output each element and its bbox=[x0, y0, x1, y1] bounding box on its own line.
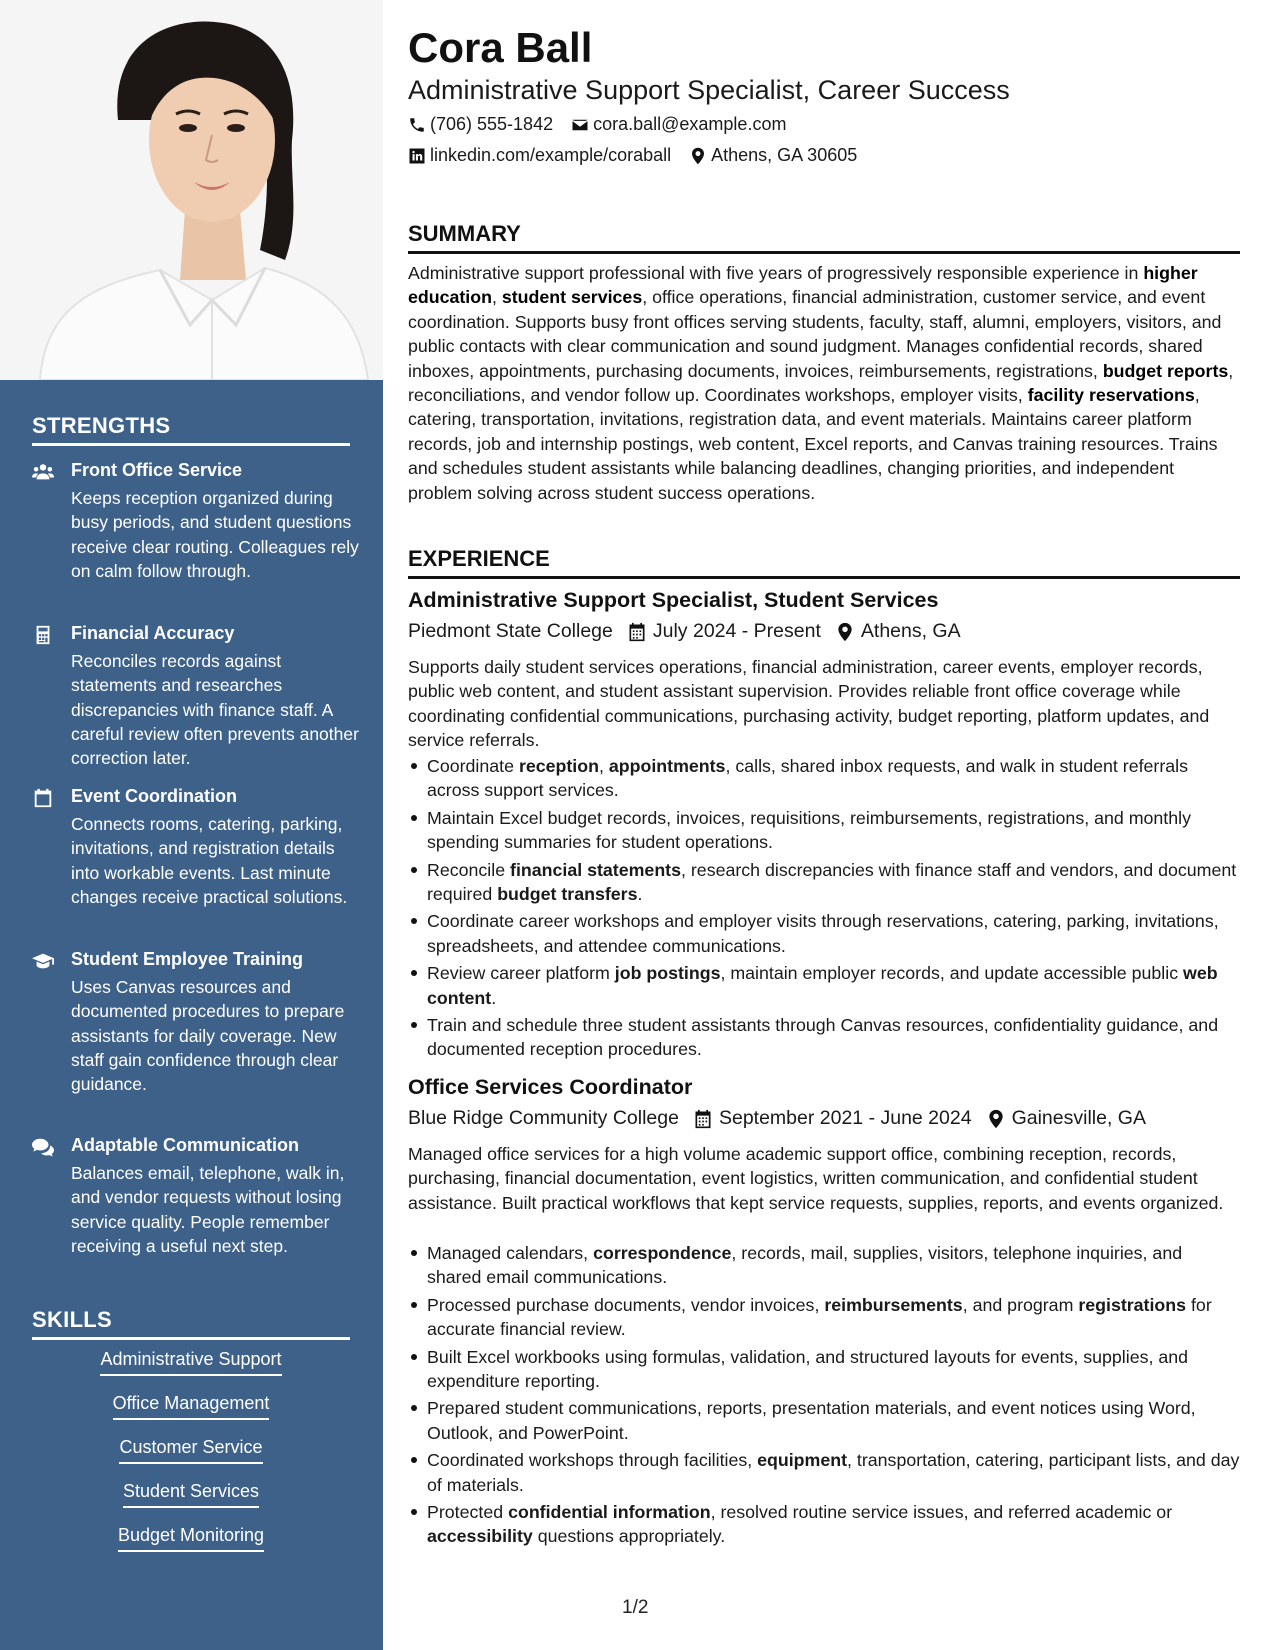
strength-title: Adaptable Communication bbox=[71, 1135, 300, 1155]
map-pin-icon bbox=[689, 147, 707, 165]
emphasis-text: appointments bbox=[608, 756, 726, 776]
emphasis-text: job postings bbox=[614, 963, 721, 984]
email-contact[interactable] bbox=[571, 114, 786, 135]
location-contact bbox=[689, 145, 857, 166]
emphasis-text: reception bbox=[518, 756, 599, 776]
graduation-cap-icon bbox=[32, 951, 56, 971]
map-pin-icon bbox=[986, 1109, 1006, 1129]
bullet-item: Review career platform job postings, maintain employer records, and update accessible public web content. bbox=[408, 961, 1240, 1010]
emphasis-text: reimbursements bbox=[824, 1294, 963, 1315]
job-title: Office Services Coordinator bbox=[408, 1075, 693, 1099]
job-bullets bbox=[408, 754, 1240, 1065]
skill-item: Budget Monitoring bbox=[118, 1524, 264, 1552]
job-location: Athens, GA bbox=[860, 620, 961, 642]
map-pin-icon bbox=[835, 622, 855, 642]
location-text: Athens, GA 30605 bbox=[711, 145, 858, 165]
bullet-item: Managed calendars, correspondence, records, mail, supplies, visitors, telephone inquiries, and shared email communications. bbox=[408, 1241, 1240, 1290]
emphasis-text: student services bbox=[501, 287, 643, 308]
strengths-heading: STRENGTHS bbox=[32, 413, 350, 446]
skill-item: Administrative Support bbox=[100, 1348, 281, 1376]
bullet-item: Protected confidential information, resolved routine service issues, and referred academic or accessibility questions appropriately. bbox=[408, 1500, 1240, 1549]
job-organization: Blue Ridge Community College bbox=[408, 1107, 679, 1129]
person-name: Cora Ball bbox=[408, 24, 593, 71]
linkedin-contact[interactable] bbox=[408, 145, 671, 166]
email-address[interactable]: cora.ball@example.com bbox=[593, 114, 787, 134]
emphasis-text: registrations bbox=[1078, 1294, 1187, 1315]
strength-description: Connects rooms, catering, parking, invitations, and registration details into workable events. Last minute changes receive practical solutions. bbox=[71, 814, 348, 907]
job-description: Supports daily student services operations, financial administration, career events, employer records, public web content, and student assistant supervision. Provides reliable front office coverage while coordinating confidential communications, purchasing activity, budget reporting, platform updates, and service referrals. bbox=[408, 657, 1210, 751]
strength-item bbox=[32, 949, 362, 1099]
job-location: Gainesville, GA bbox=[1011, 1107, 1146, 1129]
strength-title: Student Employee Training bbox=[71, 949, 304, 969]
phone-number: (706) 555-1842 bbox=[430, 114, 554, 134]
skill-item: Student Services bbox=[123, 1480, 259, 1508]
strength-item bbox=[32, 1135, 362, 1285]
bullet-item: Processed purchase documents, vendor invoices, reimbursements, and program registrations for accurate financial review. bbox=[408, 1293, 1240, 1342]
emphasis-text: correspondence bbox=[593, 1243, 732, 1263]
job-headline: Administrative Support Specialist, Career Success bbox=[408, 75, 1010, 105]
emphasis-text: higher education bbox=[408, 263, 1198, 308]
envelope-icon bbox=[571, 116, 589, 134]
bullet-item: Reconcile financial statements, research discrepancies with finance staff and vendors, and document required budget transfers. bbox=[408, 858, 1240, 907]
strength-title: Front Office Service bbox=[71, 460, 243, 480]
job-organization: Piedmont State College bbox=[408, 620, 613, 642]
bullet-item: Prepared student communications, reports, presentation materials, and event notices using Word, Outlook, and PowerPoint. bbox=[408, 1396, 1240, 1445]
phone-contact bbox=[408, 114, 553, 135]
phone-icon bbox=[408, 116, 426, 134]
job-meta bbox=[408, 620, 971, 643]
experience-heading: EXPERIENCE bbox=[408, 546, 1240, 579]
contact-row-1 bbox=[408, 114, 804, 135]
skills-heading: SKILLS bbox=[32, 1307, 350, 1340]
strength-description: Balances email, telephone, walk in, and vendor requests without losing service quality. People remember receiving a useful next step. bbox=[71, 1163, 345, 1256]
bullet-item: Coordinated workshops through facilities, equipment, transportation, catering, participant lists, and day of materials. bbox=[408, 1448, 1240, 1497]
job-meta bbox=[408, 1107, 1156, 1130]
emphasis-text: financial statements bbox=[510, 859, 681, 880]
bullet-item: Coordinate reception, appointments, calls, shared inbox requests, and walk in student referrals across support services. bbox=[408, 754, 1240, 803]
strength-description: Uses Canvas resources and documented procedures to prepare assistants for daily coverage. New staff gain confidence through clear guidance. bbox=[71, 977, 345, 1095]
skill-item: Customer Service bbox=[119, 1436, 262, 1464]
job-description: Managed office services for a high volume academic support office, combining reception, records, purchasing, financial documentation, event logistics, written communication, and confidential student assistance. Built practical workflows that kept service requests, supplies, reports, and events organized. bbox=[408, 1144, 1224, 1213]
emphasis-text: web content bbox=[427, 963, 1218, 1008]
strength-item bbox=[32, 460, 362, 610]
strength-title: Event Coordination bbox=[71, 786, 237, 806]
skill-item: Office Management bbox=[113, 1392, 270, 1420]
calculator-icon bbox=[32, 625, 56, 645]
bullet-item: Coordinate career workshops and employer visits through reservations, catering, parking, invitations, spreadsheets, and attendee communications. bbox=[408, 909, 1240, 958]
job-dates: September 2021 - June 2024 bbox=[718, 1107, 972, 1129]
job-bullets bbox=[408, 1241, 1240, 1552]
calendar-icon bbox=[32, 788, 56, 808]
strength-description: Reconciles records against statements and researches discrepancies with finance staff. A careful review often prevents another correction later. bbox=[71, 651, 359, 769]
emphasis-text: budget transfers bbox=[497, 884, 638, 905]
emphasis-text: confidential information bbox=[508, 1502, 711, 1523]
strength-title: Financial Accuracy bbox=[71, 623, 235, 643]
strength-item bbox=[32, 623, 362, 773]
sidebar bbox=[0, 0, 383, 1650]
bullet-item: Train and schedule three student assistants through Canvas resources, confidentiality guidance, and documented reception procedures. bbox=[408, 1013, 1240, 1062]
job-title: Administrative Support Specialist, Student Services bbox=[408, 588, 939, 612]
bullet-item: Built Excel workbooks using formulas, validation, and structured layouts for events, supplies, and expenditure reporting. bbox=[408, 1345, 1240, 1394]
emphasis-text: budget reports bbox=[1102, 360, 1229, 381]
calendar-icon bbox=[693, 1109, 713, 1129]
emphasis-text: equipment bbox=[757, 1450, 848, 1471]
calendar-icon bbox=[627, 622, 647, 642]
strength-item bbox=[32, 786, 362, 936]
strength-description: Keeps reception organized during busy periods, and student questions receive clear routing. Colleagues rely on calm follow through. bbox=[71, 488, 359, 581]
bullet-item: Maintain Excel budget records, invoices, requisitions, reimbursements, registrations, and monthly spending summaries for student operations. bbox=[408, 806, 1240, 855]
profile-photo bbox=[0, 0, 383, 380]
summary-text: Administrative support professional with five years of progressively responsible experience in higher education, student services, office operations, financial administration, customer service, and event coordination. Supports busy front offices serving students, faculty, staff, alumni, employers, visitors, and public contacts with clear communication and sound judgment. Manages confidential records, shared inboxes, appointments, purchasing documents, invoices, reimbursements, registrations, budget reports, reconciliations, and vendor follow up. Coordinates workshops, employer visits, facility reservations, catering, transportation, invitations, registration data, and event materials. Maintains career platform records, job and internship postings, web content, Excel reports, and Canvas training resources. Trains and schedules student assistants while balancing deadlines, changing priorities, and independent problem solving across student success operations. bbox=[408, 263, 1234, 503]
emphasis-text: facility reservations bbox=[1027, 385, 1195, 406]
chat-bubbles-icon bbox=[32, 1137, 56, 1157]
contact-row-2 bbox=[408, 145, 875, 166]
skills-list bbox=[32, 1348, 350, 1568]
job-dates: July 2024 - Present bbox=[652, 620, 821, 642]
page-number: 1/2 bbox=[622, 1597, 649, 1618]
users-icon bbox=[32, 462, 56, 482]
linkedin-icon bbox=[408, 147, 426, 165]
emphasis-text: accessibility bbox=[427, 1526, 533, 1547]
summary-heading: SUMMARY bbox=[408, 221, 1240, 254]
linkedin-url[interactable]: linkedin.com/example/coraball bbox=[430, 145, 672, 165]
